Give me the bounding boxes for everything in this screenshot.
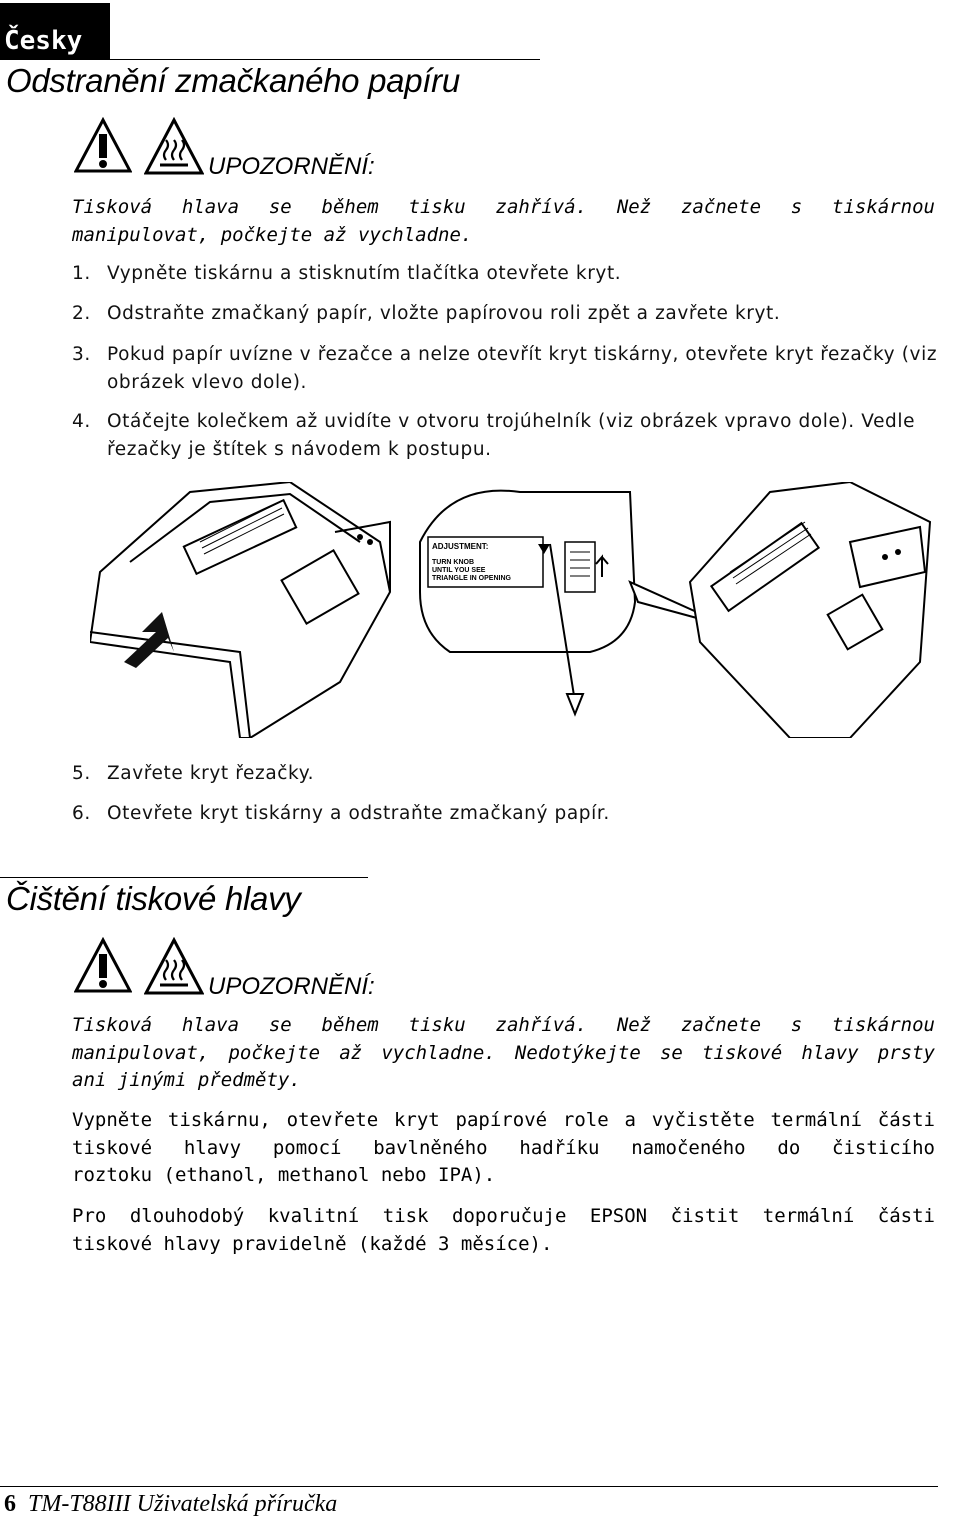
header-rule xyxy=(0,59,540,60)
figure-label-line-4: TRIANGLE IN OPENING xyxy=(432,575,511,582)
step-5: 5. Zavřete kryt řezačky. xyxy=(72,763,315,784)
figure-label-line-1: ADJUSTMENT: xyxy=(432,542,489,551)
manual-title: TM-T88III Uživatelská příručka xyxy=(28,1491,338,1517)
figure-label-line-3: UNTIL YOU SEE xyxy=(432,567,486,574)
step-6: 6. Otevřete kryt tiskárny a odstraňte zmačkaný papír. xyxy=(72,803,610,824)
page-number: 6 xyxy=(4,1491,16,1517)
hot-surface-icon xyxy=(144,117,204,177)
figure-label-line-2: TURN KNOB xyxy=(432,559,474,566)
section-title-head-cleaning: Čištění tiskové hlavy xyxy=(6,880,301,917)
hot-surface-icon xyxy=(144,937,204,997)
step-1: 1. Vypněte tiskárnu a stisknutím tlačítka otevřete kryt. xyxy=(72,263,622,284)
page-footer xyxy=(4,1491,337,1518)
step-3: 3. Pokud papír uvízne v řezačce a nelze otevřít kryt tiskárny, otevřete kryt řezačky (viz obrázek vlevo dole). xyxy=(72,344,938,393)
caution-text: Tisková hlava se během tisku zahřívá. Než začnete s tiskárnou manipulovat, počkejte až vychladne. xyxy=(72,196,935,246)
warning-triangle-icon xyxy=(74,937,132,995)
step-4: 4. Otáčejte kolečkem až uvidíte v otvoru trojúhelník (viz obrázek vpravo dole). Vedle řezačky je štítek s návodem k postupu. xyxy=(72,411,916,460)
caution-text-2: Tisková hlava se během tisku zahřívá. Než začnete s tiskárnou manipulovat, počkejte až vychladne. Nedotýkejte se tiskové hlavy prsty ani jinými předměty. xyxy=(72,1014,935,1092)
section-title-paper-jam: Odstranění zmačkaného papíru xyxy=(6,62,460,99)
language-tab: Česky xyxy=(0,3,110,59)
cutter-illustration xyxy=(90,482,940,738)
section-rule xyxy=(0,877,368,878)
step-2: 2. Odstraňte zmačkaný papír, vložte papírovou roli zpět a zavřete kryt. xyxy=(72,303,781,324)
cleaning-paragraph-2: Pro dlouhodobý kvalitní tisk doporučuje EPSON čistit termální části tiskové hlavy pravidelně (každé 3 měsíce). xyxy=(72,1205,935,1255)
cleaning-paragraph-1: Vypněte tiskárnu, otevřete kryt papírové role a vyčistěte termální části tiskové hlavy pomocí bavlněného hadříku namočeného do čisticího roztoku (ethanol, methanol nebo IPA). xyxy=(72,1109,935,1187)
warning-triangle-icon xyxy=(74,117,132,175)
footer-rule xyxy=(0,1486,938,1487)
caution-label: UPOZORNĚNÍ: xyxy=(208,153,375,180)
caution-label: UPOZORNĚNÍ: xyxy=(208,973,375,1000)
